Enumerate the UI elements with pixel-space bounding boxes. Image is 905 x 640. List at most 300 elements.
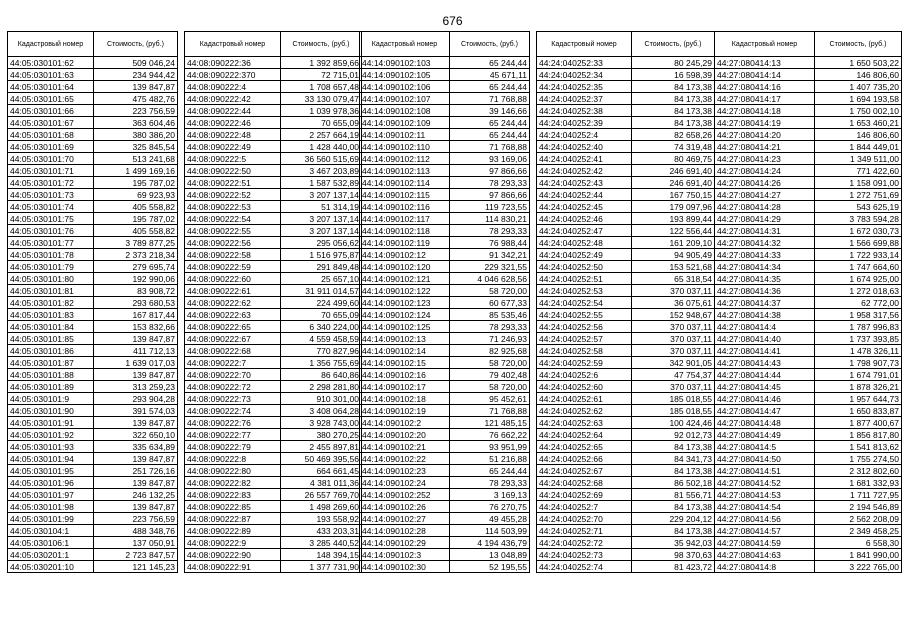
table-row <box>360 501 530 513</box>
table-row <box>8 429 178 441</box>
cadastral-number-cell: 44:08:090222:49 <box>185 141 281 153</box>
table-row <box>537 501 715 513</box>
cost-cell: 2 723 847,57 <box>94 549 178 561</box>
cost-cell: 1 272 018,63 <box>815 285 902 297</box>
cadastral-number-cell: 44:14:090102:30 <box>360 561 450 573</box>
table-row <box>715 225 902 237</box>
cost-cell: 370 037,11 <box>632 345 715 357</box>
table-row <box>715 249 902 261</box>
cost-cell: 84 173,38 <box>632 441 715 453</box>
cost-cell: 2 194 546,89 <box>815 501 902 513</box>
cadastral-number-cell: 44:05:030101:98 <box>8 501 94 513</box>
table-row <box>185 177 362 189</box>
cost-cell: 325 845,54 <box>94 141 178 153</box>
cadastral-number-cell: 44:05:030101:77 <box>8 237 94 249</box>
table-row <box>185 561 362 573</box>
cadastral-number-cell: 44:27:080414:44 <box>715 369 815 381</box>
table-row <box>360 285 530 297</box>
cadastral-number-cell: 44:08:090222:90 <box>185 549 281 561</box>
cost-cell: 293 904,28 <box>94 393 178 405</box>
cost-cell: 146 806,60 <box>815 69 902 81</box>
table-row <box>360 525 530 537</box>
cost-cell: 78 293,33 <box>450 225 530 237</box>
table-row <box>185 441 362 453</box>
table-row <box>537 105 715 117</box>
cost-cell: 100 424,46 <box>632 417 715 429</box>
table-row <box>185 345 362 357</box>
table-row <box>8 369 178 381</box>
cost-cell: 139 847,87 <box>94 477 178 489</box>
cadastral-number-cell: 44:05:030101:95 <box>8 465 94 477</box>
cost-cell: 78 293,33 <box>450 321 530 333</box>
table-row <box>8 93 178 105</box>
cost-cell: 1 856 817,80 <box>815 429 902 441</box>
table-row <box>185 93 362 105</box>
table-row <box>8 381 178 393</box>
cost-cell: 114 830,21 <box>450 213 530 225</box>
cadastral-number-cell: 44:05:030101:62 <box>8 57 94 69</box>
cadastral-number-cell: 44:14:090102:123 <box>360 297 450 309</box>
cost-cell: 76 270,75 <box>450 501 530 513</box>
table-row <box>360 561 530 573</box>
table-row <box>537 165 715 177</box>
cadastral-number-cell: 44:14:090102:29 <box>360 537 450 549</box>
cost-cell: 51 314,19 <box>281 201 362 213</box>
cadastral-number-cell: 44:27:080414:43 <box>715 357 815 369</box>
table-row <box>360 465 530 477</box>
cadastral-number-cell: 44:05:030101:89 <box>8 381 94 393</box>
cost-cell: 1 674 791,01 <box>815 369 902 381</box>
table-row <box>8 393 178 405</box>
cadastral-number-cell: 44:08:090222:5 <box>185 153 281 165</box>
table-row <box>537 417 715 429</box>
cadastral-number-cell: 44:24:040252:56 <box>537 321 632 333</box>
table-row <box>360 321 530 333</box>
cost-cell: 1 478 326,11 <box>815 345 902 357</box>
table-row <box>8 345 178 357</box>
cadastral-number-cell: 44:24:040252:49 <box>537 249 632 261</box>
cost-cell: 167 817,44 <box>94 309 178 321</box>
cadastral-number-cell: 44:05:030101:86 <box>8 345 94 357</box>
table-row <box>185 537 362 549</box>
cadastral-number-cell: 44:05:030101:92 <box>8 429 94 441</box>
cadastral-number-cell: 44:08:090222:74 <box>185 405 281 417</box>
cadastral-number-cell: 44:24:040252:42 <box>537 165 632 177</box>
cost-cell: 1 798 907,73 <box>815 357 902 369</box>
cadastral-number-cell: 44:08:090222:53 <box>185 201 281 213</box>
cadastral-number-cell: 44:14:090102:106 <box>360 81 450 93</box>
table-row <box>8 153 178 165</box>
cadastral-number-cell: 44:27:080414:27 <box>715 189 815 201</box>
cadastral-number-cell: 44:05:030101:87 <box>8 357 94 369</box>
cadastral-number-cell: 44:08:090222:42 <box>185 93 281 105</box>
table-row <box>185 417 362 429</box>
cost-cell: 70 655,09 <box>281 117 362 129</box>
cost-cell: 35 942,03 <box>632 537 715 549</box>
cost-cell: 52 195,55 <box>450 561 530 573</box>
cadastral-number-cell: 44:14:090102:113 <box>360 165 450 177</box>
cadastral-number-cell: 44:24:040252:34 <box>537 69 632 81</box>
cost-cell: 3 207 137,14 <box>281 189 362 201</box>
cadastral-number-cell: 44:05:030201:10 <box>8 561 94 573</box>
cost-cell: 65 244,44 <box>450 57 530 69</box>
cost-cell: 405 558,82 <box>94 225 178 237</box>
cost-cell: 139 847,87 <box>94 417 178 429</box>
cadastral-number-cell: 44:14:090102:13 <box>360 333 450 345</box>
cadastral-number-cell: 44:14:090102:108 <box>360 105 450 117</box>
table-row <box>185 105 362 117</box>
table-row <box>537 477 715 489</box>
cadastral-number-cell: 44:27:080414:18 <box>715 105 815 117</box>
cadastral-number-cell: 44:27:080414:17 <box>715 93 815 105</box>
table-row <box>537 345 715 357</box>
cadastral-number-cell: 44:05:030101:84 <box>8 321 94 333</box>
table-row <box>715 501 902 513</box>
cost-cell: 93 951,99 <box>450 441 530 453</box>
cadastral-number-cell: 44:05:030101:79 <box>8 261 94 273</box>
cost-cell: 1 587 532,89 <box>281 177 362 189</box>
table-row <box>185 405 362 417</box>
cost-cell: 1 516 975,87 <box>281 249 362 261</box>
table-row <box>537 261 715 273</box>
table-row <box>185 513 362 525</box>
table-row <box>8 297 178 309</box>
cost-cell: 1 566 699,88 <box>815 237 902 249</box>
cadastral-number-cell: 44:08:090222:89 <box>185 525 281 537</box>
cost-cell: 71 768,88 <box>450 141 530 153</box>
table-row <box>360 105 530 117</box>
cadastral-number-cell: 44:14:090102:124 <box>360 309 450 321</box>
cadastral-number-cell: 44:05:030101:73 <box>8 189 94 201</box>
cost-cell: 1 377 731,90 <box>281 561 362 573</box>
cadastral-number-cell: 44:08:090222:70 <box>185 369 281 381</box>
table-row <box>537 93 715 105</box>
table-row <box>715 261 902 273</box>
cost-cell: 1 349 511,00 <box>815 153 902 165</box>
table-row <box>185 393 362 405</box>
table-row <box>8 129 178 141</box>
table-row <box>360 297 530 309</box>
cost-cell: 78 293,33 <box>450 477 530 489</box>
cost-cell: 2 349 458,25 <box>815 525 902 537</box>
cadastral-number-cell: 44:27:080414:41 <box>715 345 815 357</box>
table-row <box>8 165 178 177</box>
cadastral-number-cell: 44:24:040252:68 <box>537 477 632 489</box>
cadastral-number-cell: 44:24:040252:46 <box>537 213 632 225</box>
cost-cell: 1 681 332,93 <box>815 477 902 489</box>
table-row <box>360 381 530 393</box>
cadastral-number-cell: 44:27:080414:54 <box>715 501 815 513</box>
cost-cell: 86 502,18 <box>632 477 715 489</box>
table-row <box>715 153 902 165</box>
table-row <box>360 417 530 429</box>
table-row <box>8 513 178 525</box>
cadastral-number-cell: 44:14:090102:118 <box>360 225 450 237</box>
cadastral-number-cell: 44:24:040252:6 <box>537 369 632 381</box>
table-row <box>8 561 178 573</box>
cadastral-number-cell: 44:14:090102:15 <box>360 357 450 369</box>
table-row <box>360 453 530 465</box>
cost-cell: 192 990,06 <box>94 273 178 285</box>
cost-cell: 291 849,48 <box>281 261 362 273</box>
table-row <box>360 333 530 345</box>
table-row <box>8 57 178 69</box>
cadastral-number-cell: 44:24:040252:64 <box>537 429 632 441</box>
cost-cell: 13 048,89 <box>450 549 530 561</box>
table-row <box>8 441 178 453</box>
table-row <box>185 501 362 513</box>
cadastral-table <box>7 31 178 573</box>
table-row <box>8 333 178 345</box>
table-row <box>537 441 715 453</box>
table-row <box>185 225 362 237</box>
cadastral-number-cell: 44:08:090222:83 <box>185 489 281 501</box>
cost-cell: 51 216,88 <box>450 453 530 465</box>
table-row <box>537 393 715 405</box>
cost-cell: 251 726,16 <box>94 465 178 477</box>
cost-cell: 153 832,66 <box>94 321 178 333</box>
cadastral-number-cell: 44:08:090222:58 <box>185 249 281 261</box>
cost-cell: 223 756,59 <box>94 513 178 525</box>
cost-cell: 45 671,11 <box>450 69 530 81</box>
table-row <box>8 213 178 225</box>
table-row <box>537 189 715 201</box>
cadastral-number-cell: 44:27:080414:52 <box>715 477 815 489</box>
cadastral-number-cell: 44:14:090102:114 <box>360 177 450 189</box>
cost-cell: 179 097,96 <box>632 201 715 213</box>
cadastral-table <box>714 31 902 573</box>
cost-cell: 4 559 458,59 <box>281 333 362 345</box>
cadastral-number-cell: 44:05:030201:1 <box>8 549 94 561</box>
cadastral-number-cell: 44:14:090102:3 <box>360 549 450 561</box>
cost-cell: 313 259,23 <box>94 381 178 393</box>
cost-cell: 139 847,87 <box>94 333 178 345</box>
cost-cell: 98 370,63 <box>632 549 715 561</box>
table-row <box>8 549 178 561</box>
table-row <box>185 81 362 93</box>
table-row <box>185 249 362 261</box>
cost-cell: 82 658,26 <box>632 129 715 141</box>
table-row <box>8 537 178 549</box>
cadastral-number-cell: 44:27:080414:8 <box>715 561 815 573</box>
table-row <box>360 357 530 369</box>
cadastral-number-cell: 44:24:040252:40 <box>537 141 632 153</box>
table-row <box>360 201 530 213</box>
cadastral-number-cell: 44:24:040252:50 <box>537 261 632 273</box>
cadastral-number-cell: 44:14:090102:2 <box>360 417 450 429</box>
cost-cell: 380 270,25 <box>281 429 362 441</box>
cadastral-number-cell: 44:14:090102:112 <box>360 153 450 165</box>
cadastral-number-cell: 44:24:040252:33 <box>537 57 632 69</box>
cadastral-number-cell: 44:24:040252:37 <box>537 93 632 105</box>
cadastral-number-cell: 44:05:030101:70 <box>8 153 94 165</box>
cost-cell: 1 747 664,60 <box>815 261 902 273</box>
cadastral-number-cell: 44:05:030101:78 <box>8 249 94 261</box>
cadastral-number-cell: 44:24:040252:65 <box>537 441 632 453</box>
cost-cell: 229 321,55 <box>450 261 530 273</box>
cadastral-number-cell: 44:05:030101:9 <box>8 393 94 405</box>
cost-cell: 71 768,88 <box>450 405 530 417</box>
cadastral-number-cell: 44:24:040252:62 <box>537 405 632 417</box>
cost-cell: 65 244,44 <box>450 117 530 129</box>
cost-cell: 195 787,02 <box>94 177 178 189</box>
cost-cell: 3 285 440,52 <box>281 537 362 549</box>
table-row <box>715 285 902 297</box>
cost-cell: 76 988,44 <box>450 237 530 249</box>
table-row <box>715 513 902 525</box>
cost-cell: 91 342,21 <box>450 249 530 261</box>
cost-cell: 234 944,42 <box>94 69 178 81</box>
table-row <box>715 177 902 189</box>
cost-cell: 71 768,88 <box>450 93 530 105</box>
table-row <box>360 393 530 405</box>
cost-cell: 80 245,29 <box>632 57 715 69</box>
table-row <box>715 81 902 93</box>
table-row <box>8 321 178 333</box>
table-row <box>360 165 530 177</box>
cadastral-number-cell: 44:24:040252:38 <box>537 105 632 117</box>
cadastral-number-cell: 44:05:030101:93 <box>8 441 94 453</box>
cost-cell: 1 672 030,73 <box>815 225 902 237</box>
cost-cell: 1 392 859,66 <box>281 57 362 69</box>
table-row <box>360 57 530 69</box>
cadastral-number-cell: 44:27:080414:5 <box>715 441 815 453</box>
cadastral-number-cell: 44:24:040252:44 <box>537 189 632 201</box>
cost-cell: 246 691,40 <box>632 177 715 189</box>
cost-cell: 342 901,05 <box>632 357 715 369</box>
table-row <box>715 237 902 249</box>
cadastral-number-cell: 44:05:030104:1 <box>8 525 94 537</box>
cost-cell: 50 469 395,56 <box>281 453 362 465</box>
table-row <box>185 141 362 153</box>
cost-cell: 193 899,44 <box>632 213 715 225</box>
table-row <box>537 333 715 345</box>
cost-cell: 25 657,10 <box>281 273 362 285</box>
cadastral-number-cell: 44:05:030101:94 <box>8 453 94 465</box>
table-row <box>360 225 530 237</box>
table-row <box>715 69 902 81</box>
table-row <box>185 477 362 489</box>
cadastral-number-cell: 44:05:030101:74 <box>8 201 94 213</box>
cadastral-number-cell: 44:27:080414:38 <box>715 309 815 321</box>
cost-cell: 363 604,46 <box>94 117 178 129</box>
cadastral-number-cell: 44:05:030101:80 <box>8 273 94 285</box>
table-row <box>715 393 902 405</box>
cost-cell: 58 720,00 <box>450 285 530 297</box>
table-row <box>537 357 715 369</box>
cost-cell: 3 207 137,14 <box>281 213 362 225</box>
cadastral-number-cell: 44:14:090102:16 <box>360 369 450 381</box>
cost-cell: 193 558,92 <box>281 513 362 525</box>
cadastral-number-cell: 44:05:030101:88 <box>8 369 94 381</box>
cost-cell: 1 750 002,10 <box>815 105 902 117</box>
cadastral-number-cell: 44:08:090222:60 <box>185 273 281 285</box>
cadastral-number-cell: 44:08:090222:36 <box>185 57 281 69</box>
cost-cell: 3 928 743,00 <box>281 417 362 429</box>
cost-cell: 475 482,76 <box>94 93 178 105</box>
cost-cell: 4 046 628,56 <box>450 273 530 285</box>
cadastral-number-cell: 44:08:090222:55 <box>185 225 281 237</box>
cost-cell: 97 866,66 <box>450 165 530 177</box>
cost-cell: 84 173,38 <box>632 501 715 513</box>
cadastral-number-cell: 44:24:040252:74 <box>537 561 632 573</box>
cost-cell: 1 877 400,67 <box>815 417 902 429</box>
cost-cell: 1 356 755,69 <box>281 357 362 369</box>
header-cadastral-number: Кадастровый номер <box>8 32 94 57</box>
table-row <box>360 213 530 225</box>
cost-cell: 1 498 269,60 <box>281 501 362 513</box>
table-row <box>8 477 178 489</box>
cost-cell: 1 878 326,21 <box>815 381 902 393</box>
cost-cell: 167 750,15 <box>632 189 715 201</box>
cost-cell: 139 847,87 <box>94 369 178 381</box>
cost-cell: 4 381 011,36 <box>281 477 362 489</box>
table-row <box>185 333 362 345</box>
table-row <box>360 189 530 201</box>
cost-cell: 1 541 813,62 <box>815 441 902 453</box>
cadastral-number-cell: 44:27:080414:34 <box>715 261 815 273</box>
table-row <box>537 453 715 465</box>
cadastral-number-cell: 44:08:090222:7 <box>185 357 281 369</box>
cost-cell: 1 708 657,48 <box>281 81 362 93</box>
cadastral-number-cell: 44:14:090102:24 <box>360 477 450 489</box>
cost-cell: 488 348,76 <box>94 525 178 537</box>
cadastral-number-cell: 44:14:090102:115 <box>360 189 450 201</box>
cadastral-number-cell: 44:08:090222:87 <box>185 513 281 525</box>
table-row <box>8 201 178 213</box>
cost-cell: 185 018,55 <box>632 405 715 417</box>
table-row <box>185 237 362 249</box>
cadastral-number-cell: 44:08:090222:59 <box>185 261 281 273</box>
cost-cell: 153 521,68 <box>632 261 715 273</box>
table-row <box>715 189 902 201</box>
cadastral-number-cell: 44:08:090222:65 <box>185 321 281 333</box>
cadastral-number-cell: 44:14:090102:12 <box>360 249 450 261</box>
cost-cell: 3 169,13 <box>450 489 530 501</box>
table-row <box>185 309 362 321</box>
cadastral-number-cell: 44:24:040252:47 <box>537 225 632 237</box>
cost-cell: 2 455 897,81 <box>281 441 362 453</box>
cost-cell: 6 558,30 <box>815 537 902 549</box>
cadastral-number-cell: 44:24:040252:43 <box>537 177 632 189</box>
cadastral-number-cell: 44:27:080414:29 <box>715 213 815 225</box>
cost-cell: 1 844 449,01 <box>815 141 902 153</box>
table-row <box>537 537 715 549</box>
cadastral-number-cell: 44:24:040252:57 <box>537 333 632 345</box>
cost-cell: 82 925,68 <box>450 345 530 357</box>
cadastral-number-cell: 44:05:030101:71 <box>8 165 94 177</box>
cadastral-number-cell: 44:14:090102:18 <box>360 393 450 405</box>
cost-cell: 36 560 515,69 <box>281 153 362 165</box>
table-row <box>715 105 902 117</box>
table-row <box>537 429 715 441</box>
table-row <box>8 453 178 465</box>
cost-cell: 62 772,00 <box>815 297 902 309</box>
table-row <box>360 489 530 501</box>
table-row <box>360 261 530 273</box>
cost-cell: 4 194 436,79 <box>450 537 530 549</box>
cadastral-number-cell: 44:27:080414:33 <box>715 249 815 261</box>
cadastral-number-cell: 44:14:090102:21 <box>360 441 450 453</box>
cadastral-number-cell: 44:27:080414:51 <box>715 465 815 477</box>
cadastral-number-cell: 44:05:030106:1 <box>8 537 94 549</box>
table-row <box>8 405 178 417</box>
cost-cell: 3 207 137,14 <box>281 225 362 237</box>
cost-cell: 1 674 925,00 <box>815 273 902 285</box>
table-row <box>715 117 902 129</box>
cadastral-number-cell: 44:08:090222:77 <box>185 429 281 441</box>
cadastral-number-cell: 44:08:090222:80 <box>185 465 281 477</box>
